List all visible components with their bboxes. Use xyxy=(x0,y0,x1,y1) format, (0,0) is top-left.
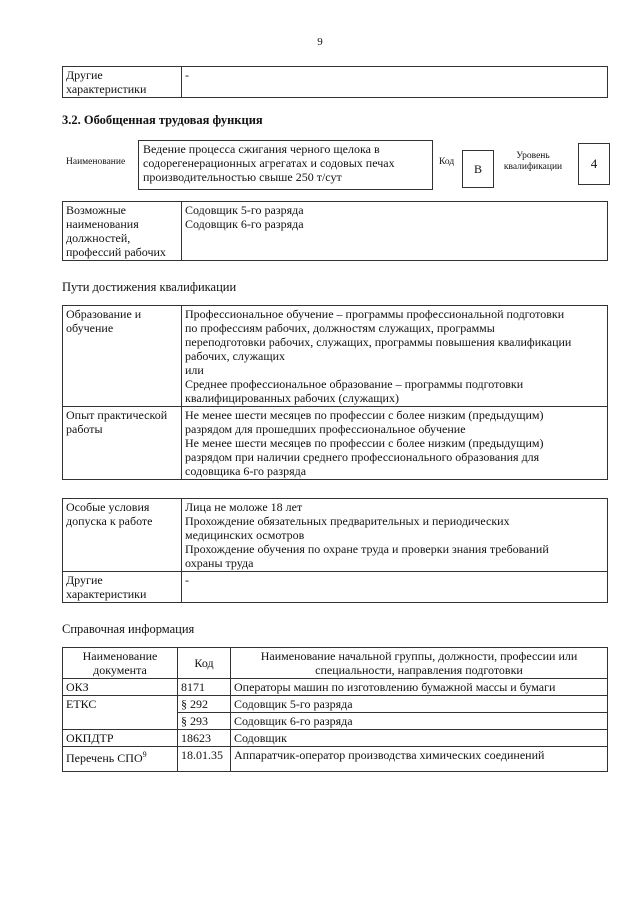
position-item: Содовщик 5-го разряда xyxy=(185,203,304,217)
table-row xyxy=(63,747,608,772)
other-label-line: Другие xyxy=(66,68,103,82)
condition-line: Прохождение обучения по охране труда и проверки знания требований xyxy=(185,542,549,556)
education-line: или xyxy=(185,363,204,377)
reference-doc-cell: ОКЗ xyxy=(63,679,178,696)
reference-code-cell: 18.01.35 xyxy=(178,747,231,772)
function-name-label: Наименование xyxy=(66,157,126,167)
level-label-line: Уровень xyxy=(516,151,550,161)
page-number: 9 xyxy=(317,36,323,48)
experience-line: Не менее шести месяцев по профессии с более низким (предыдущим) xyxy=(185,436,544,450)
condition-line: охраны труда xyxy=(185,556,254,570)
qualification-table xyxy=(62,305,608,480)
level-value-box: 4 xyxy=(578,143,610,185)
positions-label-line: должностей, xyxy=(66,231,131,245)
positions-label-cell xyxy=(63,202,182,261)
conditions-other-label-line: Другие xyxy=(66,573,103,587)
table-row xyxy=(63,696,608,713)
education-label-line: Образование и xyxy=(66,307,142,321)
positions-label-line: наименования xyxy=(66,217,139,231)
conditions-label-line: допуска к работе xyxy=(66,514,153,528)
function-name-box xyxy=(138,140,433,190)
reference-header-name xyxy=(231,648,608,679)
condition-line: Прохождение обязательных предварительных и периодических xyxy=(185,514,510,528)
education-line: по профессиям рабочих, должностям служащих, программы xyxy=(185,321,495,335)
header-line: документа xyxy=(93,663,147,677)
education-line: квалифицированных рабочих (служащих) xyxy=(185,391,399,405)
condition-line: медицинских осмотров xyxy=(185,528,305,542)
code-label: Код xyxy=(439,157,455,167)
education-line: рабочих, служащих xyxy=(185,349,286,363)
reference-code-cell: § 293 xyxy=(178,713,231,730)
reference-doc-text: Перечень СПО xyxy=(66,751,143,765)
reference-header-row xyxy=(63,648,608,679)
experience-line: содовщика 6-го разряда xyxy=(185,464,307,478)
function-name-line: производительностью свыше 250 т/сут xyxy=(143,170,342,184)
education-value-cell xyxy=(182,306,608,407)
conditions-label-line: Особые условия xyxy=(66,500,150,514)
footnote-marker: 9 xyxy=(142,750,147,759)
reference-name-cell: Содовщик 6-го разряда xyxy=(231,713,608,730)
other-label-line: характеристики xyxy=(66,82,147,96)
positions-table xyxy=(62,201,608,261)
position-item: Содовщик 6-го разряда xyxy=(185,217,304,231)
header-line: Наименование xyxy=(82,649,158,663)
other-value-cell: - xyxy=(182,67,608,98)
positions-label-line: профессий рабочих xyxy=(66,245,166,259)
experience-label-line: работы xyxy=(66,422,103,436)
reference-code-cell: 18623 xyxy=(178,730,231,747)
experience-label-cell xyxy=(63,407,182,480)
experience-line: Не менее шести месяцев по профессии с более низким (предыдущим) xyxy=(185,408,544,422)
education-line: Профессиональное обучение – программы профессиональной подготовки xyxy=(185,307,565,321)
experience-label-line: Опыт практической xyxy=(66,408,168,422)
reference-heading: Справочная информация xyxy=(62,622,195,636)
condition-line: Лица не моложе 18 лет xyxy=(185,500,303,514)
function-name-line: содорегенерационных агрегатах и содовых печах xyxy=(143,156,395,170)
table-row xyxy=(63,679,608,696)
conditions-other-label-cell xyxy=(63,572,182,603)
education-line: Среднее профессиональное образование – программы подготовки xyxy=(185,377,524,391)
education-line: переподготовки рабочих, служащих, программы повышения квалификации xyxy=(185,335,572,349)
function-name-line: Ведение процесса сжигания черного щелока в xyxy=(143,142,380,156)
code-value-box: В xyxy=(462,150,494,188)
reference-doc-cell: ОКПДТР xyxy=(63,730,178,747)
level-label-line: квалификации xyxy=(503,162,563,172)
reference-name-cell: Операторы машин по изготовлению бумажной массы и бумаги xyxy=(231,679,608,696)
reference-doc-cell: ЕТКС xyxy=(63,696,178,730)
reference-doc-cell xyxy=(63,747,178,772)
reference-name-cell: Аппаратчик-оператор производства химических соединений xyxy=(231,747,608,772)
qualification-heading: Пути достижения квалификации xyxy=(62,280,237,294)
reference-header-code: Код xyxy=(178,648,231,679)
conditions-table xyxy=(62,498,608,603)
reference-header-doc xyxy=(63,648,178,679)
conditions-other-label-line: характеристики xyxy=(66,587,147,601)
reference-code-cell: 8171 xyxy=(178,679,231,696)
positions-values-cell xyxy=(182,202,608,261)
experience-line: разрядом для прошедших профессиональное обучение xyxy=(185,422,466,436)
conditions-label-cell xyxy=(63,499,182,572)
other-label-cell xyxy=(63,67,182,98)
table-row xyxy=(63,730,608,747)
header-line: специальности, направления подготовки xyxy=(315,663,523,677)
conditions-other-value-cell: - xyxy=(182,572,608,603)
level-label xyxy=(496,151,570,173)
reference-table xyxy=(62,647,608,772)
positions-label-line: Возможные xyxy=(66,203,126,217)
header-line: Наименование начальной группы, должности, профессии или xyxy=(260,649,578,663)
reference-name-cell: Содовщик 5-го разряда xyxy=(231,696,608,713)
reference-code-cell: § 292 xyxy=(178,696,231,713)
education-label-cell xyxy=(63,306,182,407)
conditions-value-cell xyxy=(182,499,608,572)
section-heading: 3.2. Обобщенная трудовая функция xyxy=(62,113,263,127)
experience-value-cell xyxy=(182,407,608,480)
experience-line: разрядом при наличии среднего профессионального образования для xyxy=(185,450,540,464)
education-label-line: обучение xyxy=(66,321,114,335)
top-other-table xyxy=(62,66,608,98)
reference-name-cell: Содовщик xyxy=(231,730,608,747)
